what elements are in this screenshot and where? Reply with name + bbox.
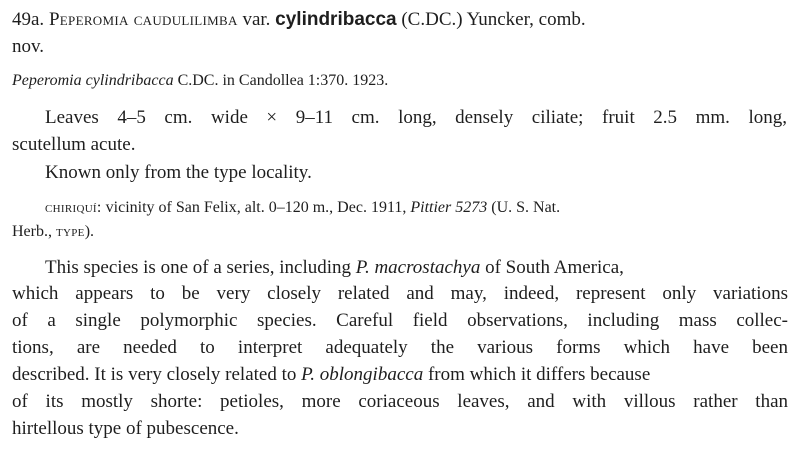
specimen-herbarium: (U. S. Nat. (491, 199, 561, 216)
authority: (C.DC.) Yuncker, comb. (401, 9, 586, 30)
var-label: var. (242, 9, 271, 30)
species-number: 49a. (12, 9, 45, 30)
specimen-collector: Pittier 5273 (410, 199, 488, 216)
type-label: type (55, 223, 85, 240)
specimen-line-2: Herb., type). (12, 223, 95, 240)
discussion-line-4: tions, are needed to interpret adequately the various forms which have been (12, 337, 788, 358)
specimen-locality: vicinity of San Felix, alt. 0–120 m., Dec. 1911, (105, 199, 407, 216)
discussion-line-3: of a single polymorphic species. Careful field observations, including mass collec- (12, 310, 788, 331)
description-line-1: Leaves 4–5 cm. wide × 9–11 cm. long, densely ciliate; fruit 2.5 mm. long, (45, 107, 787, 128)
species-ref-macrostachya: P. macrostachya (355, 257, 481, 278)
specimen-region: chiriquí: (45, 199, 102, 216)
synonym-name: Peperomia cylindribacca (12, 72, 174, 89)
discussion-line-5: described. It is very closely related to P. oblongibacca from which it differs because (12, 364, 651, 385)
description-line-2: scutellum acute. (12, 134, 136, 155)
synonym-citation: C.DC. in Candollea 1:370. 1923. (177, 72, 389, 89)
species-name: Peperomia caudulilimba (48, 9, 238, 30)
discussion-line-1: This species is one of a series, including P. macrostachya of South America, (45, 257, 624, 278)
species-heading (12, 10, 788, 29)
species-ref-oblongibacca: P. oblongibacca (301, 364, 424, 385)
discussion-line-6: of its mostly shorte: petioles, more coriaceous leaves, and with villous rather than (12, 391, 788, 412)
variety-name: cylindribacca (275, 9, 397, 30)
distribution-note: Known only from the type locality. (45, 162, 312, 183)
discussion-line-2: which appears to be very closely related and may, indeed, represent only variations (12, 283, 788, 304)
discussion-line-7: hirtellous type of pubescence. (12, 418, 239, 439)
specimen-line-1 (45, 200, 785, 216)
authority-continued: nov. (12, 36, 45, 57)
synonym-line (12, 73, 388, 89)
